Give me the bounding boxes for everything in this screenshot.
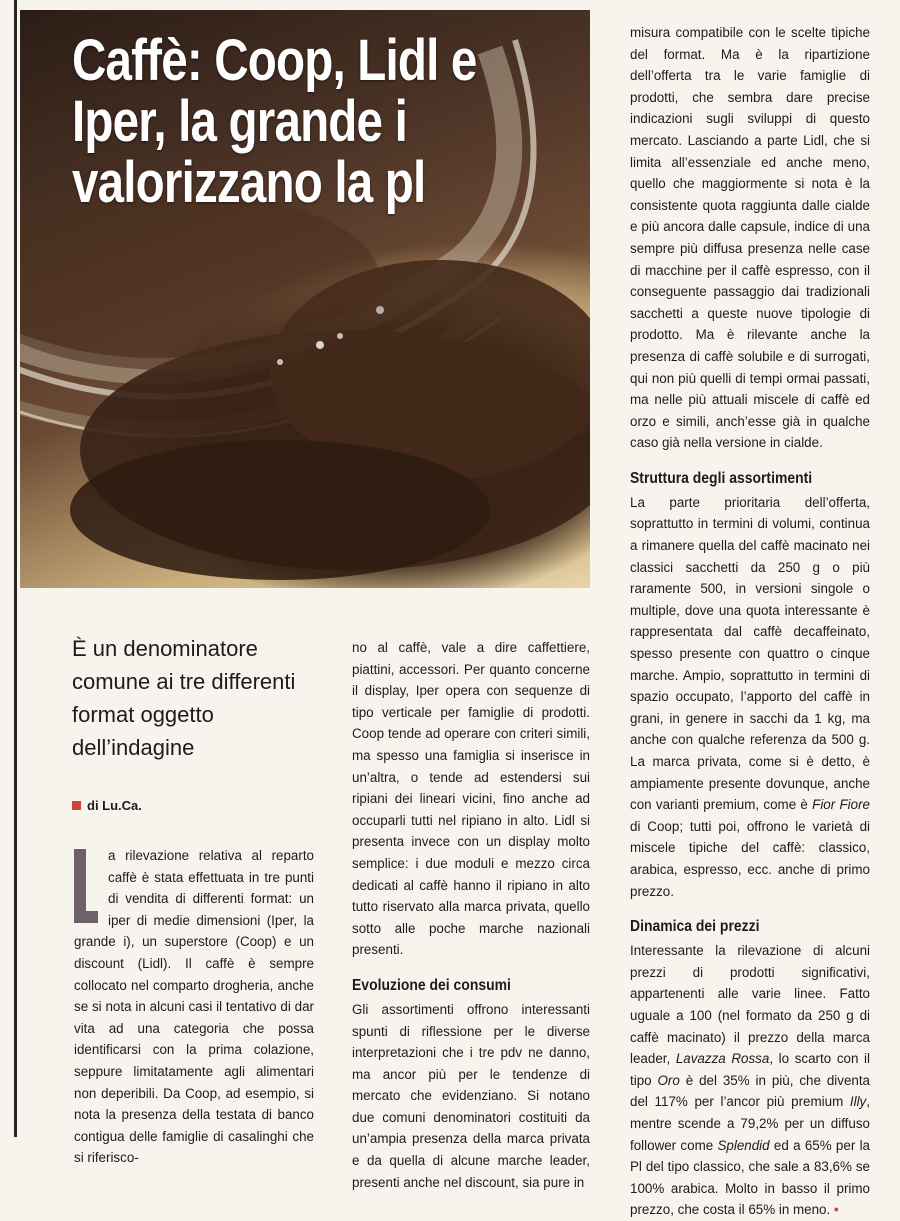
brand-splendid: Splendid — [717, 1137, 770, 1153]
section-text-assortimenti: La parte prioritaria dell’offerta, soprattutto in termini di volumi, continua a rimanere quella del caffè macinato nei classici sacchetti da 250 g o più raramente 500, in versioni singole o multiple, dove una quota interessante è rappresentata dal caffè decaffeinato, spesso presente con quattro o cinque marche. Ampio, soprattutto in termini di spazio occupato, l’apporto del caffè in grani, in genere in sacchi da 1 kg, ma anche con qualche referenza da 500 g. La marca privata, come si è detto, è ampiamente presente dovunque, anche con varianti premium, come è Fior Fiore di Coop; tutti poi, offrono le varietà di miscele tipiche del caffè: classico, arabica, espresso, ecc. anche di primo prezzo. — [630, 494, 871, 899]
section-text-prezzi: Interessante la rilevazione di alcuni prezzi di prodotti significativi, appartenenti alle varie linee. Fatto uguale a 100 (nel formato da 250 g di caffè macinato) il prezzo della marca leader, Lavazza Rossa, lo scarto con il tipo Oro è del 35% in più, che diventa del 117% per l’ancor più premium Illy, mentre scende a 79,2% per un diffuso follower come Splendid ed a 65% per la Pl del tipo classico, che sale a 83,6% se 100% arabica. Molto in basso il primo prezzo, che costa il 65% in meno. • — [630, 943, 870, 1218]
brand-lavazza: Lavazza Rossa — [675, 1051, 770, 1067]
hero-photo — [20, 10, 590, 588]
byline-text: di Lu.Ca. — [87, 798, 142, 813]
brand-fior-fiore: Fior Fiore — [812, 797, 871, 813]
section-text-consumi-cont: misura compatibile con le scelte tipiche del format. Ma è la ripartizione dell’offerta tra le varie famiglie di prodotti, che sembra dare precise indicazioni sugli sviluppi di questo mercato. Lasciando a parte Lidl, che si limita all’essenziale ed anche meno, quello che maggiormente si nota è la consistente quota raggiunta dalle cialde e più ancora dalle capsule, indice di una sempre più diffusa presenza nelle case di macchine per il caffè espresso, con il conseguente passaggio dai tradizionali sacchetti a queste nuove tipologie di prodotto. Ma è rilevante anche la presenza di caffè solubile e di surrogati, qui non più quelli di tempi ormai passati, ma nelle più attuali miscele di caffè ed orzo e simili, anch’esse già in qualche caso già nella versione in cialde. — [630, 25, 870, 451]
intro-text: a rilevazione relativa al reparto caffè è stata effettuata in tre punti di vendita di differenti format: un iper di medie dimensioni (Iper, la grande i), un superstore (Coop) e un discount (Lidl). Il caffè è sempre collocato nel comparto drogheria, anche se si nota in alcuni casi il tentativo di dar vita ad una categoria che possa identificarsi con la prima colazione, seppure limitatamente agli alimentari non deperibili. Da Coop, ad esempio, si nota la presenza della testata di banco contigua delle famiglie di casalinghi che si riferisco- — [74, 848, 314, 1166]
column-right — [630, 22, 870, 1221]
standfirst: È un denominatore comune ai tre differenti format oggetto dell’indagine — [72, 636, 296, 760]
brand-oro: Oro — [657, 1072, 680, 1088]
byline — [72, 798, 142, 813]
page-edge — [14, 0, 17, 1137]
headline: Caffè: Coop, Lidl e Iper, la grande i valorizzano la pl — [72, 28, 477, 215]
section-title-assortimenti: Struttura degli assortimenti — [630, 469, 813, 487]
section-title-prezzi: Dinamica dei prezzi — [630, 918, 760, 936]
column-left — [74, 845, 314, 1169]
byline-square-icon — [72, 801, 81, 810]
end-mark-icon: • — [833, 1202, 839, 1218]
dropcap — [74, 849, 98, 923]
section-text-consumi: Gli assortimenti offrono interessanti spunti di riflessione per le diverse interpretazioni che i tre pdv ne danno, ma ancor più per le tendenze di mercato che evidenziano. Si notano due comuni denominatori costituiti da un’ampia presenza della marca privata e da quella di alcune marche leader, presenti anche nel discount, sia pure in — [352, 1001, 590, 1190]
column-middle — [352, 637, 590, 1193]
display-text: no al caffè, vale a dire caffettiere, piattini, accessori. Per quanto concerne il display, Iper opera con sequenze di tipo verticale per famiglie di prodotti. Coop tende ad operare con criteri simili, ma spesso una famiglia si inserisce in un’altra, o tende ad estendersi sui ripiani dei lineari vicini, fino anche ad occuparli tutti nel ripiano in alto. Lidl si presenta invece con un display molto semplice: i due moduli e mezzo circa dedicati al caffè hanno il ripiano in alto tutto riservato alla marca privata, quello sotto alle poche marche nazionali presenti. — [352, 640, 590, 958]
section-title-consumi: Evoluzione dei consumi — [352, 976, 511, 994]
brand-illy: Illy — [849, 1094, 867, 1110]
